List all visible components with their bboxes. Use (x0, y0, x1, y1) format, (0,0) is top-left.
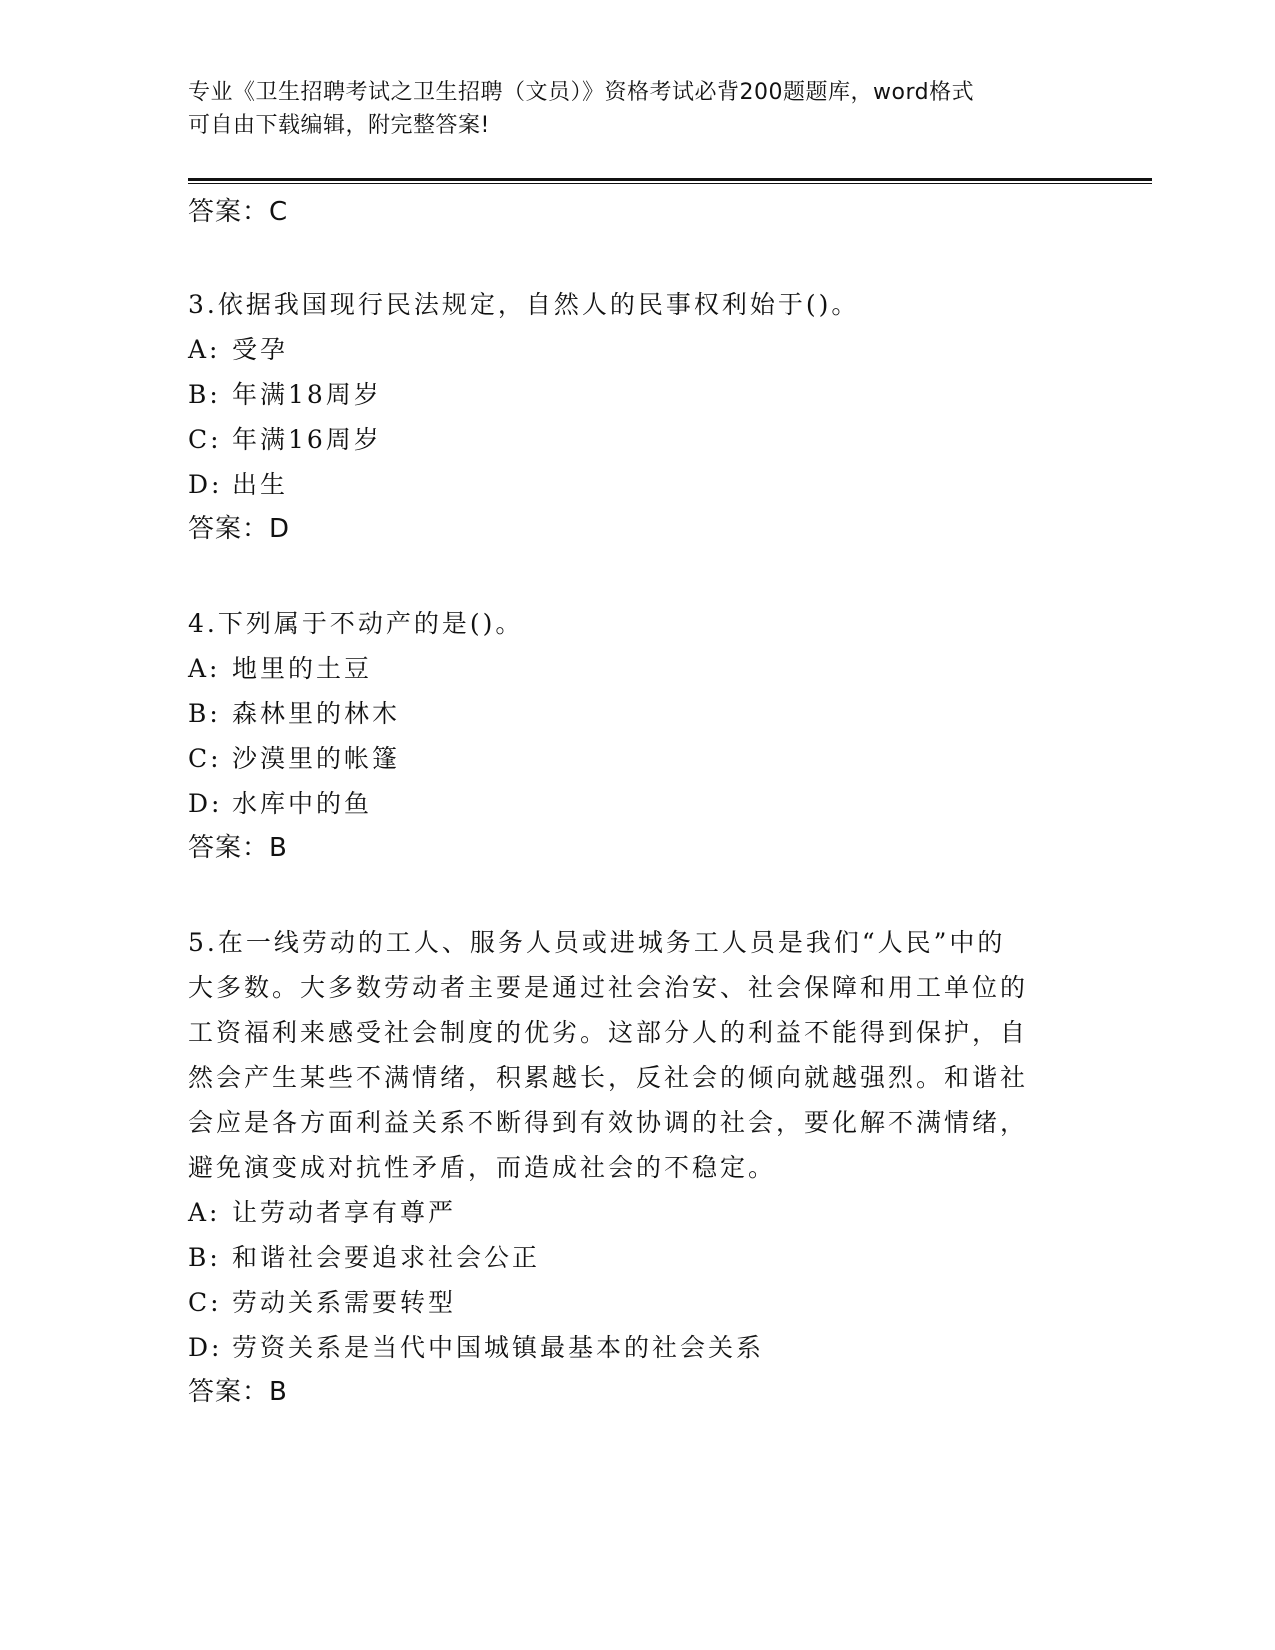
option-c (188, 417, 1068, 462)
option-key: D: (188, 470, 223, 499)
option-c (188, 1280, 1068, 1325)
answer: 答案：B (188, 1377, 288, 1407)
option-text: 让劳动者享有尊严 (232, 1198, 457, 1227)
document-body (188, 190, 1068, 1414)
question-4 (188, 601, 1068, 870)
option-d (188, 462, 1068, 507)
header-line-1: 专业《卫生招聘考试之卫生招聘（文员）》资格考试必背200题题库，word格式 (188, 80, 975, 105)
question-5 (188, 920, 1068, 1414)
option-key: D: (188, 1333, 223, 1362)
option-text: 森林里的林木 (232, 699, 401, 728)
option-d (188, 1325, 1068, 1370)
option-text: 劳动关系需要转型 (232, 1288, 457, 1317)
answer-previous: 答案：C (188, 197, 289, 227)
option-key: C: (188, 1288, 222, 1317)
option-key: C: (188, 425, 222, 454)
option-a (188, 327, 1068, 372)
option-text: 地里的土豆 (232, 654, 373, 683)
question-stem-line-1: 5.在一线劳动的工人、服务人员或进城务工人员是我们“人民”中的 (188, 928, 1006, 957)
question-stem: 3.依据我国现行民法规定，自然人的民事权利始于()。 (188, 290, 860, 319)
header-line-2: 可自由下载编辑，附完整答案! (188, 113, 490, 138)
option-text: 和谐社会要追求社会公正 (232, 1243, 541, 1272)
option-c (188, 736, 1068, 781)
header-rule-thin (188, 183, 1152, 184)
question-stem-line-5: 会应是各方面利益关系不断得到有效协调的社会，要化解不满情绪， (188, 1108, 1029, 1137)
option-text: 出生 (232, 470, 289, 499)
option-text: 水库中的鱼 (232, 789, 373, 818)
option-key: B: (188, 1243, 221, 1272)
option-key: A: (188, 654, 221, 683)
page-header (188, 76, 1068, 142)
question-stem-line-6: 避免演变成对抗性矛盾，而造成社会的不稳定。 (188, 1153, 777, 1182)
option-text: 沙漠里的帐篷 (232, 744, 401, 773)
answer: 答案：D (188, 514, 291, 544)
question-stem-line-2: 大多数。大多数劳动者主要是通过社会治安、社会保障和用工单位的 (188, 973, 1029, 1002)
question-stem-line-3: 工资福利来感受社会制度的优劣。这部分人的利益不能得到保护，自 (188, 1018, 1029, 1047)
option-b (188, 1235, 1068, 1280)
option-d (188, 781, 1068, 826)
option-a (188, 1190, 1068, 1235)
option-key: C: (188, 744, 222, 773)
option-b (188, 372, 1068, 417)
option-text: 年满16周岁 (232, 425, 382, 454)
question-3 (188, 282, 1068, 551)
option-key: A: (188, 335, 221, 364)
option-text: 年满18周岁 (232, 380, 382, 409)
question-stem-line-4: 然会产生某些不满情绪，积累越长，反社会的倾向就越强烈。和谐社 (188, 1063, 1029, 1092)
option-text: 受孕 (232, 335, 289, 364)
header-rule-thick (188, 178, 1152, 181)
option-text: 劳资关系是当代中国城镇最基本的社会关系 (232, 1333, 765, 1362)
option-b (188, 691, 1068, 736)
option-key: A: (188, 1198, 221, 1227)
answer: 答案：B (188, 833, 288, 863)
option-key: B: (188, 380, 221, 409)
question-stem: 4.下列属于不动产的是()。 (188, 609, 524, 638)
option-key: B: (188, 699, 221, 728)
option-key: D: (188, 789, 223, 818)
option-a (188, 646, 1068, 691)
